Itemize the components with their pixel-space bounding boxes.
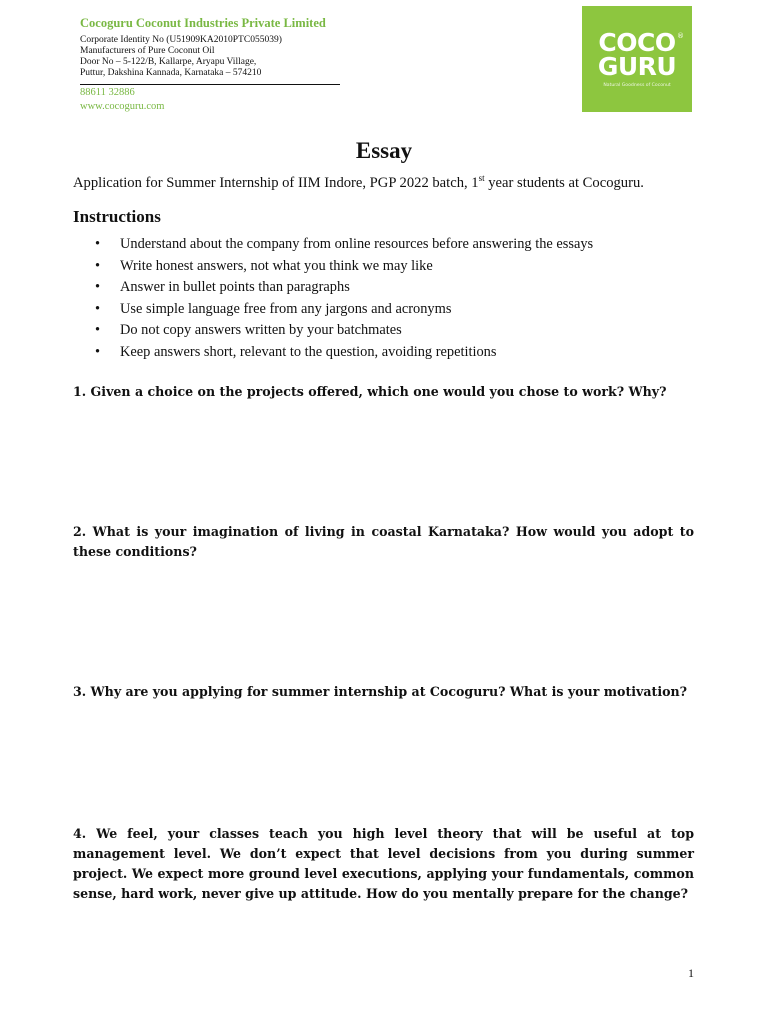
intro-before: Application for Summer Internship of IIM Indore, PGP 2022 batch, 1	[73, 174, 479, 191]
logo-word-guru: GURU	[597, 51, 677, 81]
instructions-heading: Instructions	[73, 207, 161, 226]
website: www.cocoguru.com	[80, 101, 165, 112]
question-1: 1. Given a choice on the projects offered, which one would you chose to work? Why?	[73, 384, 667, 399]
intro-text	[73, 173, 644, 192]
registered-mark: ®	[677, 32, 684, 40]
instructions-list	[95, 234, 593, 363]
list-item: • Answer in bullet points than paragraphs	[95, 277, 593, 299]
list-item: • Keep answers short, relevant to the question, avoiding repetitions	[95, 342, 593, 364]
address-line-2: Puttur, Dakshina Kannada, Karnataka – 574210	[80, 68, 262, 78]
list-item: • Write honest answers, not what you think we may like	[95, 256, 593, 278]
letterhead	[80, 16, 342, 79]
company-name: Cocoguru Coconut Industries Private Limited	[80, 16, 326, 30]
logo-word-coco: COCO	[598, 27, 676, 57]
list-item: • Use simple language free from any jargons and acronyms	[95, 299, 593, 321]
list-item: • Do not copy answers written by your batchmates	[95, 320, 593, 342]
letterhead-divider	[80, 84, 340, 85]
question-3: 3. Why are you applying for summer internship at Cocoguru? What is your motivation?	[73, 684, 688, 699]
question-2: 2. What is your imagination of living in coastal Karnataka? How would you adopt to these conditions?	[73, 524, 694, 559]
page-title: Essay	[355, 138, 413, 163]
logo-tagline: Natural Goodness of Coconut	[603, 82, 671, 88]
contact-info	[80, 86, 164, 114]
cocoguru-logo	[582, 6, 692, 112]
intro-superscript: st	[478, 173, 485, 183]
list-item: • Understand about the company from online resources before answering the essays	[95, 234, 593, 256]
company-description: Manufacturers of Pure Coconut Oil	[80, 46, 215, 56]
corporate-id: Corporate Identity No (U51909KA2010PTC055039)	[80, 35, 282, 45]
page-number: 1	[688, 966, 694, 980]
question-4: 4. We feel, your classes teach you high level theory that will be useful at top management level. We don’t expect that level decisions from you during summer project. We expect more ground level executions, applying your fundamentals, common sense, hard work, never give up attitude. How do you mentally prepare for the change?	[73, 826, 694, 901]
phone-number: 88611 32886	[80, 87, 135, 98]
address-line-1: Door No – 5-122/B, Kallarpe, Aryapu Village,	[80, 57, 257, 67]
intro-after: year students at Cocoguru.	[484, 174, 644, 191]
